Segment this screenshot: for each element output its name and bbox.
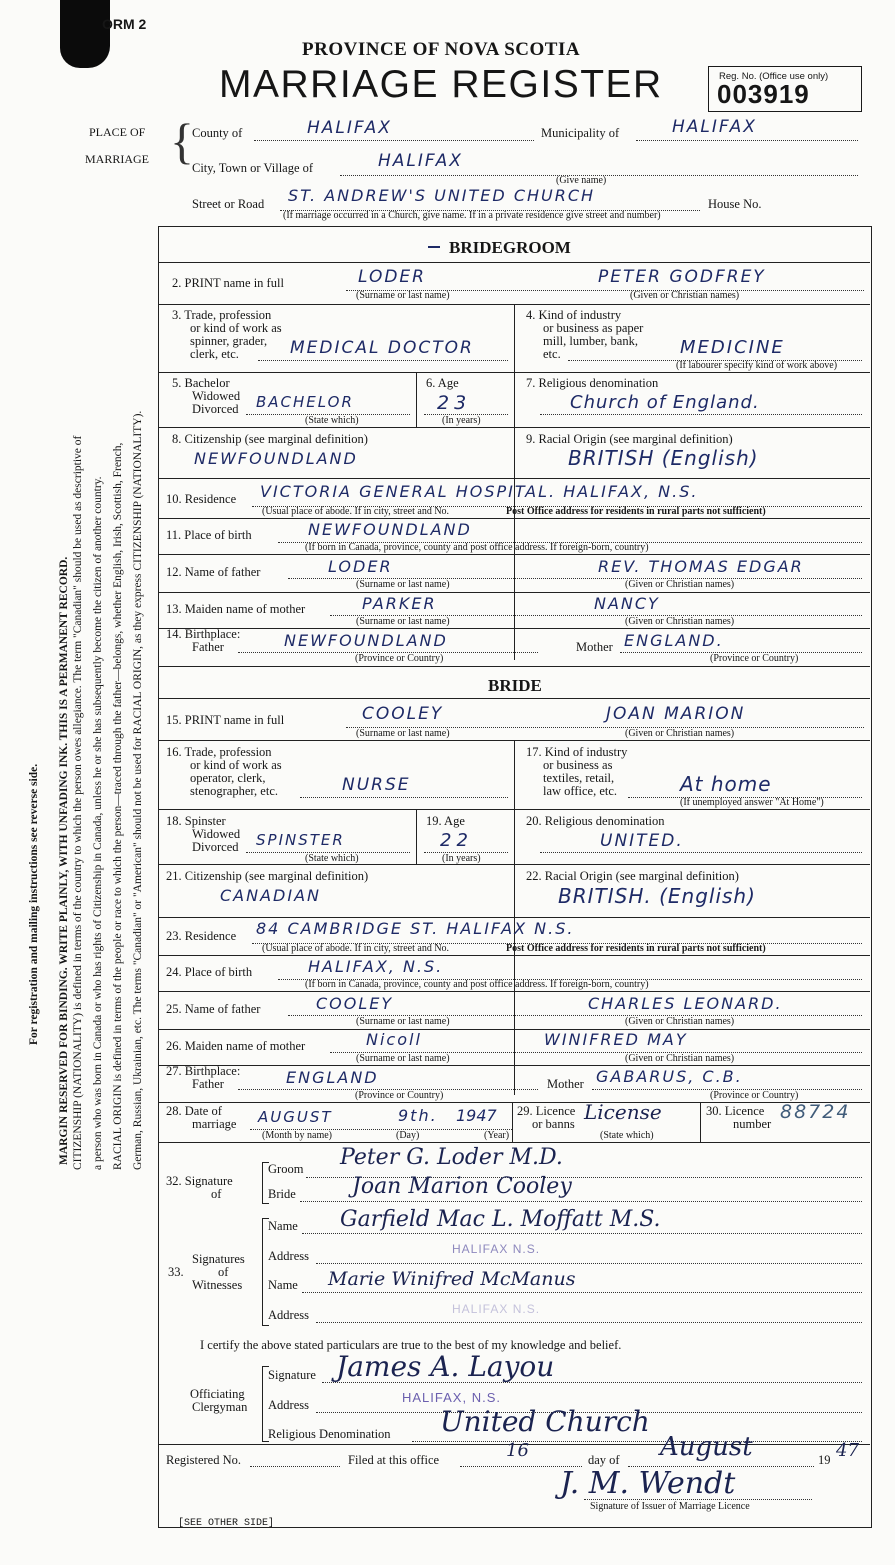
- w1-name-label: Name: [268, 1219, 298, 1233]
- rule: [159, 1065, 870, 1066]
- groom-mother-bp: ENGLAND.: [624, 631, 724, 650]
- f30-l2: number: [733, 1117, 772, 1131]
- bride-citizenship: CANADIAN: [220, 886, 321, 905]
- line: [258, 360, 508, 361]
- f12-surname-note: (Surname or last name): [356, 579, 450, 590]
- margin-racial-2: German, Russian, Ukrainian, etc. The terms "Canadian" or "American" should not be used for RACIAL ORIGIN, as they express CITIZENSHIP (NATIONALITY).: [132, 410, 144, 1170]
- municipality-value: HALIFAX: [672, 117, 757, 137]
- filed-label: Filed at this office: [348, 1453, 440, 1467]
- groom-birthplace: NEWFOUNDLAND: [308, 520, 472, 539]
- binding-mark: [60, 0, 110, 68]
- f32-l1: 32. Signature: [166, 1174, 233, 1188]
- f32-l2: of: [211, 1187, 222, 1201]
- groom-status: BACHELOR: [256, 393, 354, 411]
- bride-father-surname: COOLEY: [316, 994, 394, 1013]
- f29-l1: 29. Licence: [517, 1104, 576, 1118]
- rule: [159, 427, 870, 428]
- reg-no-label: Reg. No. (Office use only): [719, 71, 829, 82]
- groom-racial: BRITISH (English): [568, 446, 759, 470]
- f17-l3: textiles, retail,: [543, 771, 615, 785]
- bridegroom-heading: BRIDEGROOM: [449, 238, 571, 257]
- col-divider: [512, 1102, 513, 1142]
- groom-mother-surname: PARKER: [362, 594, 437, 613]
- bride-status: SPINSTER: [256, 831, 345, 849]
- f15-label-text: 15. PRINT name in full: [166, 713, 285, 727]
- w2-name-label: Name: [268, 1278, 298, 1292]
- officiating-l2: Clergyman: [192, 1400, 248, 1414]
- f27-mother-label: Mother: [547, 1077, 584, 1091]
- page-title: MARRIAGE REGISTER: [219, 63, 663, 106]
- rule: [159, 628, 870, 629]
- house-label: House No.: [708, 197, 762, 211]
- f13-surname-note: (Surname or last name): [356, 616, 450, 627]
- f6-label: 6. Age: [426, 376, 459, 390]
- col-divider: [416, 809, 417, 864]
- res-note-b: Post Office address for residents in rural parts not sufficient): [506, 506, 766, 517]
- f29-l2: or banns: [532, 1117, 575, 1131]
- month-note: (Month by name): [262, 1130, 332, 1141]
- line: [584, 1499, 812, 1500]
- f3-l3: spinner, grader,: [190, 334, 268, 348]
- certify-text: I certify the above stated particulars are true to the best of my knowledge and belief.: [200, 1338, 622, 1352]
- filed-month: August: [660, 1432, 753, 1462]
- f16-l3: operator, clerk,: [190, 771, 266, 785]
- rule: [159, 991, 870, 992]
- bride-racial: BRITISH. (English): [558, 884, 756, 908]
- line: [300, 797, 508, 798]
- groom-in-years: (In years): [442, 415, 481, 426]
- f21-label: 21. Citizenship (see marginal definition): [166, 869, 369, 883]
- county-value: HALIFAX: [307, 118, 392, 138]
- col-divider: [700, 1102, 701, 1142]
- rule: [159, 666, 870, 667]
- f14-prov-note-1: (Province or Country): [355, 653, 444, 664]
- f28-l1: 28. Date of: [166, 1104, 222, 1118]
- groom-father-given: REV. THOMAS EDGAR: [598, 557, 804, 576]
- f18-l2: Widowed: [192, 827, 241, 841]
- f17-l4: law office, etc.: [543, 784, 618, 798]
- line: [302, 1292, 862, 1293]
- f3-l1: 3. Trade, profession: [172, 308, 272, 322]
- w1-address-stamp: HALIFAX N.S.: [452, 1242, 541, 1256]
- w1-address-label: Address: [268, 1249, 309, 1263]
- birth-note: (If born in Canada, province, county and post office address. If foreign-born, country): [305, 542, 649, 553]
- line: [250, 1466, 340, 1467]
- rule: [159, 864, 870, 865]
- heading-dash: [428, 246, 440, 248]
- f22-label: 22. Racial Origin (see marginal definition): [526, 869, 739, 883]
- place-label-2: MARRIAGE: [85, 152, 150, 166]
- groom-state-which: (State which): [305, 415, 359, 426]
- f12-given-note: (Given or Christian names): [625, 579, 735, 590]
- f29-state-which: (State which): [600, 1130, 654, 1141]
- clergy-address-label: Address: [268, 1398, 309, 1412]
- filed-year: 47: [836, 1440, 859, 1461]
- f4-l2: or business as paper: [543, 321, 644, 335]
- margin-racial-1: RACIAL ORIGIN is defined in terms of the people or race to which the person—traced through the father—belongs, whether English, Irish, Scottish, French,: [112, 442, 124, 1170]
- rule: [159, 372, 870, 373]
- line: [316, 1322, 862, 1323]
- municipality-label: Municipality of: [541, 126, 620, 140]
- year-note: (Year): [484, 1130, 510, 1141]
- filed-year-prefix: 19: [818, 1453, 831, 1467]
- res-note-a: (Usual place of abode. If in city, street and No.: [262, 506, 450, 517]
- line: [316, 1263, 862, 1264]
- clergy-signature: James A. Layou: [336, 1350, 555, 1383]
- line: [540, 414, 862, 415]
- bride-father-bp: ENGLAND: [286, 1068, 379, 1087]
- w2-address-label: Address: [268, 1308, 309, 1322]
- line: [412, 1441, 862, 1442]
- f13-given-note: (Given or Christian names): [625, 616, 735, 627]
- give-name-note: (Give name): [556, 175, 607, 186]
- col-divider: [416, 372, 417, 427]
- bride-trade: NURSE: [342, 775, 411, 795]
- line: [302, 1233, 862, 1234]
- groom-surname: LODER: [358, 267, 426, 287]
- bride-birthplace: HALIFAX, N.S.: [308, 957, 444, 976]
- street-label: Street or Road: [192, 197, 265, 211]
- f14-prov-note-2: (Province or Country): [710, 653, 799, 664]
- registered-label: Registered No.: [166, 1453, 241, 1467]
- county-label: County of: [192, 126, 243, 140]
- marriage-day: 9th.: [398, 1106, 438, 1125]
- rule: [159, 1102, 870, 1103]
- bride-signature: Joan Marion Cooley: [352, 1174, 572, 1199]
- groom-industry: MEDICINE: [680, 337, 785, 358]
- rule: [159, 554, 870, 555]
- f23-note-b: Post Office address for residents in rural parts not sufficient): [506, 943, 766, 954]
- day-note: (Day): [396, 1130, 420, 1141]
- groom-surname-note: (Surname or last name): [356, 290, 450, 301]
- f33-num: 33.: [168, 1265, 184, 1279]
- f23-label: 23. Residence: [166, 929, 237, 943]
- f16-l4: stenographer, etc.: [190, 784, 279, 798]
- bride-age: 22: [440, 830, 473, 851]
- f16-l2: or kind of work as: [190, 758, 282, 772]
- bride-religion: UNITED.: [600, 831, 684, 851]
- f15-surname-note: (Surname or last name): [356, 728, 450, 739]
- f4-l3: mill, lumber, bank,: [543, 334, 638, 348]
- rule: [159, 518, 870, 519]
- city-label: City, Town or Village of: [192, 161, 314, 175]
- f27-prov-note-1: (Province or Country): [355, 1090, 444, 1101]
- f16-l1: 16. Trade, profession: [166, 745, 272, 759]
- f17-l1: 17. Kind of industry: [526, 745, 628, 759]
- licence-number: 88724: [780, 1101, 851, 1123]
- witness-l1: Signatures: [192, 1252, 245, 1266]
- groom-father-bp: NEWFOUNDLAND: [284, 631, 448, 650]
- margin-warning: MARGIN RESERVED FOR BINDING. WRITE PLAINLY, WITH UNFADING INK. THIS IS A PERMANENT RECORD.: [58, 556, 70, 1165]
- f3-l4: clerk, etc.: [190, 347, 239, 361]
- f7-label: 7. Religious denomination: [526, 376, 659, 390]
- groom-name-label: [172, 276, 284, 291]
- groom-given: PETER GODFREY: [598, 267, 766, 287]
- groom-signature: Peter G. Loder M.D.: [340, 1145, 563, 1170]
- rule: [159, 592, 870, 593]
- f8-label: 8. Citizenship (see marginal definition): [172, 432, 368, 446]
- f19-label: 19. Age: [426, 814, 465, 828]
- clergy-address-stamp: HALIFAX, N.S.: [402, 1390, 501, 1405]
- rule: [159, 1142, 870, 1143]
- w1-name-sig: Garfield Mac L. Moffatt M.S.: [340, 1207, 661, 1232]
- f11-label: 11. Place of birth: [166, 528, 252, 542]
- bride-surname: COOLEY: [362, 704, 444, 724]
- f30-l1: 30. Licence: [706, 1104, 765, 1118]
- f12-label: 12. Name of father: [166, 565, 261, 579]
- licence-or-banns: License: [584, 1100, 662, 1124]
- witness-l2: of: [218, 1265, 229, 1279]
- f18-l3: Divorced: [192, 840, 239, 854]
- f27-prov-note-2: (Province or Country): [710, 1090, 799, 1101]
- groom-sig-label: Groom: [268, 1162, 304, 1176]
- f5-l3: Divorced: [192, 402, 239, 416]
- f27-l2: Father: [192, 1077, 224, 1091]
- rule: [159, 262, 870, 263]
- filed-day: 16: [506, 1440, 529, 1461]
- groom-religion: Church of England.: [570, 392, 760, 413]
- f25-label: 25. Name of father: [166, 1002, 261, 1016]
- groom-age: 23: [437, 392, 472, 414]
- f25-surname-note: (Surname or last name): [356, 1016, 450, 1027]
- f20-label: 20. Religious denomination: [526, 814, 665, 828]
- groom-citizenship: NEWFOUNDLAND: [194, 449, 358, 468]
- f26-label: 26. Maiden name of mother: [166, 1039, 306, 1053]
- bride-sig-label: Bride: [268, 1187, 296, 1201]
- groom-mother-given: NANCY: [594, 594, 660, 613]
- rule: [159, 917, 870, 918]
- f14-mother-label: Mother: [576, 640, 613, 654]
- bride-state-which: (State which): [305, 853, 359, 864]
- f15-given-note: (Given or Christian names): [625, 728, 735, 739]
- bride-mother-given: WINIFRED MAY: [544, 1030, 688, 1049]
- bride-mother-surname: Nicoll: [366, 1030, 422, 1049]
- line: [540, 852, 862, 853]
- f26-surname-note: (Surname or last name): [356, 1053, 450, 1064]
- municipality-line: [636, 140, 858, 141]
- w2-name-sig: Marie Winifred McManus: [328, 1268, 576, 1290]
- bride-in-years: (In years): [442, 853, 481, 864]
- w2-address-stamp: HALIFAX N.S.: [452, 1302, 541, 1316]
- marriage-month: AUGUST: [258, 1108, 333, 1126]
- bride-father-given: CHARLES LEONARD.: [588, 994, 783, 1013]
- see-other-side: [SEE OTHER SIDE]: [178, 1518, 275, 1529]
- county-line: [254, 140, 534, 141]
- place-label-1: PLACE OF: [89, 125, 146, 139]
- groom-trade: MEDICAL DOCTOR: [290, 338, 474, 358]
- bride-residence: 84 CAMBRIDGE ST. HALIFAX N.S.: [256, 919, 575, 938]
- f14-l2: Father: [192, 640, 224, 654]
- groom-father-surname: LODER: [328, 557, 393, 576]
- bride-mother-bp: GABARUS, C.B.: [596, 1067, 743, 1086]
- margin-citizenship-1: CITIZENSHIP (NATIONALITY) is defined in terms of the country to which the person owes allegiance. The term "Canadian" should be used as descriptive of: [72, 435, 84, 1170]
- f4-note: (If labourer specify kind of work above): [676, 360, 838, 371]
- f10-label: 10. Residence: [166, 492, 237, 506]
- f13-label: 13. Maiden name of mother: [166, 602, 306, 616]
- day-of-label: day of: [588, 1453, 620, 1467]
- groom-name-label-text: 2. PRINT name in full: [172, 276, 284, 290]
- clergy-signature-label: Signature: [268, 1368, 316, 1382]
- rule: [159, 955, 870, 956]
- clergy-denomination: United Church: [440, 1405, 650, 1438]
- bride-industry: At home: [680, 772, 772, 796]
- f24-note: (If born in Canada, province, county and post office address. If foreign-born, country): [305, 979, 649, 990]
- form-number: ORM 2: [102, 16, 147, 32]
- rule: [159, 478, 870, 479]
- f9-label: 9. Racial Origin (see marginal definition): [526, 432, 733, 446]
- f4-l1: 4. Kind of industry: [526, 308, 622, 322]
- officiating-l1: Officiating: [190, 1387, 245, 1401]
- f14-l1: 14. Birthplace:: [166, 627, 241, 641]
- f25-given-note: (Given or Christian names): [625, 1016, 735, 1027]
- f28-l2: marriage: [192, 1117, 237, 1131]
- bride-given: JOAN MARION: [606, 704, 746, 724]
- rule: [159, 809, 870, 810]
- f26-given-note: (Given or Christian names): [625, 1053, 735, 1064]
- f17-note: (If unemployed answer "At Home"): [680, 797, 824, 808]
- f27-l1: 27. Birthplace:: [166, 1064, 241, 1078]
- f15-label: [166, 713, 284, 728]
- bride-heading: BRIDE: [488, 676, 542, 695]
- f5-l1: 5. Bachelor: [172, 376, 230, 390]
- margin-citizenship-2: a person who was born in Canada or who has rights of Citizenship in Canada, unless he or she has subsequently become the citizen of another country.: [92, 476, 104, 1170]
- street-note: (If marriage occurred in a Church, give name. If in a private residence give street and number): [283, 210, 661, 221]
- f24-label: 24. Place of birth: [166, 965, 253, 979]
- rule: [159, 698, 870, 699]
- f18-l1: 18. Spinster: [166, 814, 226, 828]
- issuer-signature: J. M. Wendt: [560, 1466, 736, 1501]
- brace: {: [170, 113, 194, 169]
- city-value: HALIFAX: [378, 151, 463, 171]
- rel-denom-label: Religious Denomination: [268, 1427, 391, 1441]
- f23-note-a: (Usual place of abode. If in city, street and No.: [262, 943, 450, 954]
- witness-l3: Witnesses: [192, 1278, 243, 1292]
- groom-residence: VICTORIA GENERAL HOSPITAL. HALIFAX, N.S.: [260, 482, 699, 501]
- f5-l2: Widowed: [192, 389, 241, 403]
- groom-given-note: (Given or Christian names): [630, 290, 740, 301]
- f3-l2: or kind of work as: [190, 321, 282, 335]
- rule: [159, 1029, 870, 1030]
- issuer-label: Signature of Issuer of Marriage Licence: [590, 1501, 750, 1512]
- street-value: ST. ANDREW'S UNITED CHURCH: [288, 186, 596, 205]
- reg-no-value: 003919: [717, 79, 810, 109]
- f4-l4: etc.: [543, 347, 561, 361]
- margin-instructions: For registration and mailing instructions see reverse side.: [28, 763, 40, 1045]
- province-heading: PROVINCE OF NOVA SCOTIA: [302, 39, 581, 60]
- line: [300, 1201, 862, 1202]
- f17-l2: or business as: [543, 758, 613, 772]
- marriage-year: 1947: [456, 1106, 497, 1125]
